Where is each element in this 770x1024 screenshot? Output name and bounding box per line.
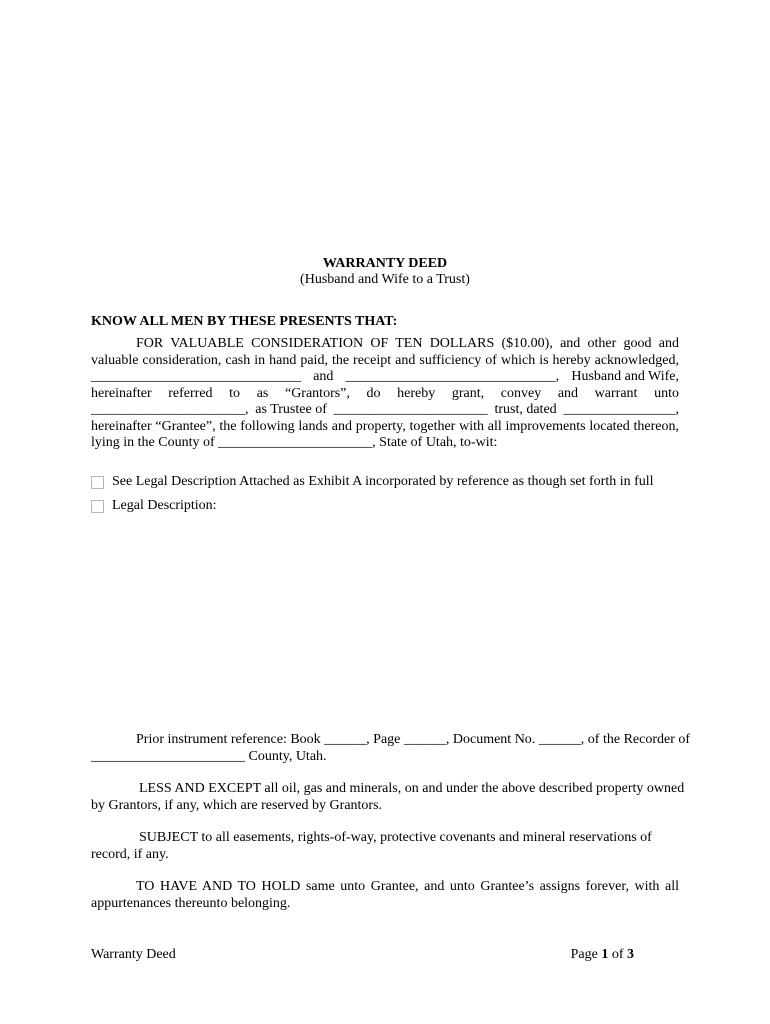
trustee-line [91,402,679,419]
exhibit-option[interactable] [91,473,654,491]
exhibit-checkbox[interactable] [91,476,104,489]
word: “Grantors”, [284,385,350,401]
less-except-line-1 [91,781,685,798]
page-total: 3 [627,947,634,962]
prior-line-1 [91,732,691,749]
exhibit-label: See Legal Description Attached as Exhibit A incorporated by reference as though set forth in full [112,473,654,489]
less-except-text-1: LESS AND EXCEPT all oil, gas and minerals, on and under the above described property owned [139,781,685,796]
subject-text-2: record, if any. [91,846,169,862]
grantee-line [91,419,679,436]
habendum-line-1 [91,879,679,896]
consideration-text-2: valuable consideration, cash in hand paid, the receipt and sufficiency of which is hereby acknowledged, [91,352,679,368]
trust-date-blank[interactable]: ________________, [563,402,679,417]
word: unto [654,385,679,401]
footer-title: Warranty Deed [91,947,176,962]
subject-to-paragraph [91,830,679,863]
grantor-names-line [91,369,679,386]
consideration-line-2 [91,353,679,370]
legal-description-option[interactable] [91,497,217,515]
trust-dated-text: trust, dated [494,402,557,417]
legal-description-label: Legal Description: [112,497,217,513]
legal-description-checkbox[interactable] [91,500,104,513]
grantee-text: hereinafter “Grantee”, the following lands and property, together with all improvements located thereon, [91,418,679,434]
word: convey [500,385,542,401]
presents-heading: KNOW ALL MEN BY THESE PRESENTS THAT: [91,314,398,329]
less-except-line-2 [91,798,679,815]
subject-text-1: SUBJECT to all easements, rights-of-way, protective covenants and mineral reservations of [139,830,652,845]
word: warrant [594,385,638,401]
page-label: Page [570,947,598,962]
word: hereinafter [91,385,152,401]
and-text: and [313,369,334,384]
word: grant, [451,385,485,401]
prior-text-1: Prior instrument reference: Book ______, Page ______, Document No. ______, of the Recorder of [136,732,691,747]
page-current: 1 [601,947,609,962]
as-trustee-text: as Trustee of [255,402,327,417]
county-line [91,435,679,452]
word: to [229,385,241,401]
consideration-paragraph [91,336,679,452]
prior-instrument-paragraph [91,732,691,765]
word: do [366,385,381,401]
less-except-text-2: by Grantors, if any, which are reserved by Grantors. [91,797,383,813]
grantor-1-blank[interactable]: ______________________________ [91,369,301,384]
habendum-line-2 [91,896,679,913]
less-except-paragraph [91,781,685,814]
page-of: of [611,947,624,962]
prior-text-2: ______________________ County, Utah. [91,748,327,764]
trustee-name-blank[interactable]: ______________________, [91,402,249,417]
word: as [256,385,269,401]
subject-line-1 [91,830,679,847]
habendum-paragraph [91,879,679,912]
subject-line-2 [91,847,679,864]
document-title: WARRANTY DEED [322,256,448,271]
trust-name-blank[interactable]: ______________________ [333,402,488,417]
word: referred [168,385,213,401]
grantors-line [91,386,679,403]
document-subtitle: (Husband and Wife to a Trust) [300,272,470,287]
habendum-text-1: TO HAVE AND TO HOLD same unto Grantee, and unto Grantee’s assigns forever, with all [136,879,679,894]
prior-line-2 [91,749,679,766]
county-text: lying in the County of ______________________, State of Utah, to-wit: [91,435,498,450]
word: and [557,385,579,401]
husband-wife-text: Husband and Wife, [571,369,679,384]
consideration-text-1: FOR VALUABLE CONSIDERATION OF TEN DOLLARS ($10.00), and other good and [136,336,679,351]
consideration-line-1 [91,336,679,353]
grantor-2-blank[interactable]: ______________________________, [345,369,560,384]
page-number [571,947,634,964]
word: hereby [397,385,436,401]
habendum-text-2: appurtenances thereunto belonging. [91,895,291,911]
